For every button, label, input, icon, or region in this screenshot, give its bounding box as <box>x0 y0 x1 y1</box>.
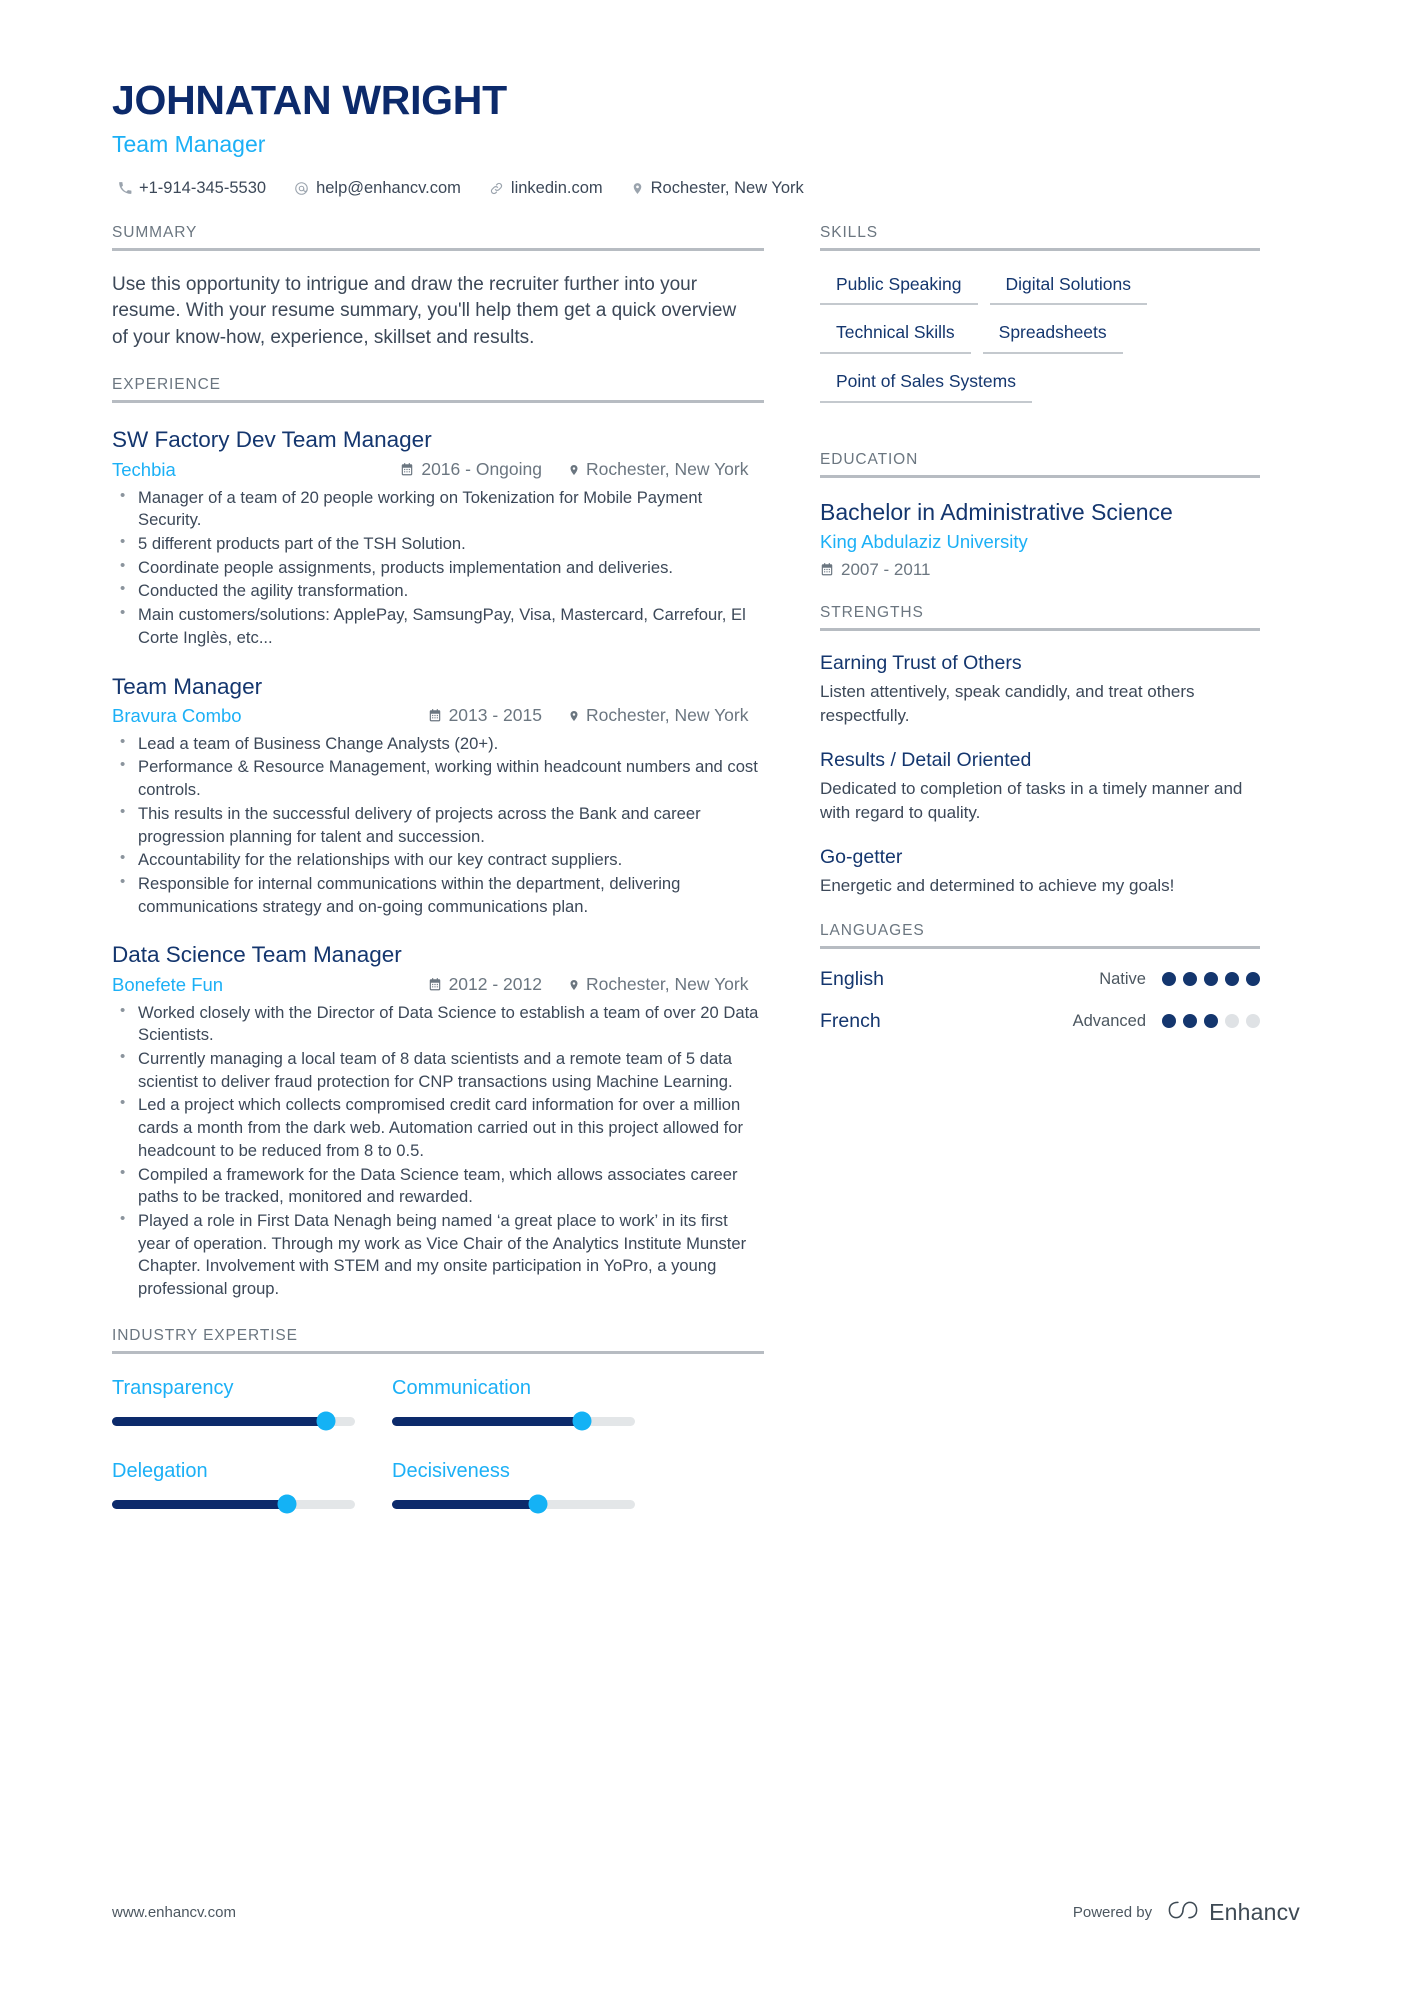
list-item: • Played a role in First Data Nenagh being named ‘a great place to work’ in its first year of operation. Through my work as Vice Chair of the Analytics Institute Munster Chapter. Involvement with STEM and my onsite participation in YoPro, a young professional group. <box>112 1210 764 1301</box>
language-name: English <box>820 967 884 990</box>
calendar-icon <box>428 708 442 723</box>
section-divider <box>820 248 1260 251</box>
section-education <box>820 451 1260 580</box>
section-divider <box>820 475 1260 478</box>
experience-item <box>112 673 764 919</box>
language-item <box>820 968 1260 991</box>
skill-tag[interactable]: Public Speaking <box>820 271 978 306</box>
education-dates-text: 2007 - 2011 <box>841 559 931 579</box>
expertise-label: Transparency <box>112 1376 234 1399</box>
strength-item <box>820 651 1260 728</box>
section-title-skills: SKILLS <box>820 223 878 241</box>
experience-location <box>568 705 764 726</box>
rating-dot <box>1246 1014 1260 1028</box>
list-item: • Currently managing a local team of 8 data scientists and a remote team of 5 data scientist to deliver fraud protection for CNP transactions using Machine Learning. <box>112 1048 764 1093</box>
skills-tag-list <box>820 271 1260 404</box>
language-rating <box>1099 970 1260 989</box>
experience-dates-text: 2013 - 2015 <box>448 705 542 726</box>
strength-item <box>820 748 1260 825</box>
section-divider <box>820 628 1260 631</box>
experience-role: Data Science Team Manager <box>112 942 402 968</box>
list-item: • Main customers/solutions: ApplePay, SamsungPay, Visa, Mastercard, Carrefour, El Corte Inglès, etc... <box>112 604 764 649</box>
skill-tag[interactable]: Technical Skills <box>820 319 971 354</box>
skill-tag[interactable]: Point of Sales Systems <box>820 368 1032 403</box>
experience-dates <box>400 459 542 480</box>
industry-expertise-grid <box>112 1376 764 1509</box>
experience-company: Bravura Combo <box>112 704 242 726</box>
rating-dot <box>1183 1014 1197 1028</box>
section-languages <box>820 922 1260 1033</box>
section-title-strengths: STRENGTHS <box>820 603 924 621</box>
rating-dot <box>1162 1014 1176 1028</box>
resume-header <box>0 0 1410 198</box>
calendar-icon <box>400 462 414 477</box>
experience-location-text: Rochester, New York <box>586 974 749 995</box>
contact-linkedin-text: linkedin.com <box>510 178 603 197</box>
strength-title: Results / Detail Oriented <box>820 748 1032 771</box>
expertise-slider[interactable] <box>112 1417 355 1426</box>
experience-company: Techbia <box>112 458 176 480</box>
list-item: • Performance & Resource Management, working within headcount numbers and cost controls. <box>112 756 764 801</box>
contact-phone[interactable] <box>118 179 266 198</box>
education-dates <box>820 560 1260 580</box>
calendar-icon <box>428 977 442 992</box>
slider-thumb[interactable] <box>277 1495 296 1514</box>
contact-phone-text: +1-914-345-5530 <box>139 178 267 197</box>
list-item: • Accountability for the relationships with our key contract suppliers. <box>112 849 764 872</box>
language-dots <box>1162 1014 1260 1028</box>
strength-title: Earning Trust of Others <box>820 651 1022 674</box>
section-divider <box>820 946 1260 949</box>
experience-dates-text: 2016 - Ongoing <box>421 459 542 480</box>
section-strengths <box>820 604 1260 898</box>
section-title-summary: SUMMARY <box>112 223 198 241</box>
experience-role: SW Factory Dev Team Manager <box>112 427 432 453</box>
language-level: Native <box>1099 969 1146 988</box>
list-item: • Manager of a team of 20 people working on Tokenization for Mobile Payment Security. <box>112 487 764 532</box>
summary-text: Use this opportunity to intrigue and draw the recruiter further into your resume. With your resume summary, you'll help them get a quick overview of your know-how, experience, skillset and results. <box>112 273 737 349</box>
education-item <box>820 498 1260 580</box>
slider-fill <box>392 1500 538 1509</box>
experience-location <box>568 459 764 480</box>
slider-thumb[interactable] <box>316 1412 335 1431</box>
expertise-item <box>112 1459 392 1509</box>
section-divider <box>112 1351 764 1354</box>
footer-website-url[interactable]: www.enhancv.com <box>112 1904 236 1921</box>
language-item <box>820 1010 1260 1033</box>
footer-branding <box>1073 1898 1300 1927</box>
rating-dot <box>1204 1014 1218 1028</box>
location-pin-icon <box>568 463 580 477</box>
strength-item <box>820 845 1260 898</box>
expertise-slider[interactable] <box>392 1500 635 1509</box>
location-pin-icon <box>631 181 644 196</box>
experience-company: Bonefete Fun <box>112 973 224 995</box>
job-title-subtitle: Team Manager <box>112 130 266 157</box>
rating-dot <box>1225 1014 1239 1028</box>
experience-location <box>568 974 764 995</box>
list-item: • Conducted the agility transformation. <box>112 580 764 603</box>
powered-by-label: Powered by <box>1072 1904 1153 1921</box>
contact-email[interactable] <box>294 179 461 198</box>
list-item: • Led a project which collects compromised credit card information for over a million cards a month from the dark web. Automation carried out in this project allowed for headcount to be reduced from 8 to 0.5. <box>112 1094 764 1162</box>
page-footer <box>112 1898 1300 1927</box>
section-title-education: EDUCATION <box>820 451 919 469</box>
section-title-experience: EXPERIENCE <box>112 376 221 394</box>
expertise-item <box>392 1376 672 1426</box>
section-experience <box>112 376 764 1301</box>
list-item: • Coordinate people assignments, products implementation and deliveries. <box>112 557 764 580</box>
slider-thumb[interactable] <box>572 1412 591 1431</box>
experience-dates-text: 2012 - 2012 <box>448 974 542 995</box>
experience-location-text: Rochester, New York <box>586 459 749 480</box>
section-title-industry-expertise: INDUSTRY EXPERTISE <box>112 1326 298 1344</box>
strength-title: Go-getter <box>820 845 903 868</box>
page-title: JOHNATAN WRIGHT <box>112 77 507 123</box>
expertise-slider[interactable] <box>112 1500 355 1509</box>
location-pin-icon <box>568 978 580 992</box>
section-skills <box>820 224 1260 404</box>
language-name: French <box>820 1009 881 1032</box>
slider-fill <box>112 1500 287 1509</box>
language-rating <box>1073 1012 1260 1031</box>
section-summary <box>112 224 764 353</box>
experience-bullets <box>112 733 764 919</box>
rating-dot <box>1225 972 1239 986</box>
experience-meta <box>112 459 764 481</box>
slider-thumb[interactable] <box>528 1495 547 1514</box>
section-industry-expertise <box>112 1327 764 1509</box>
contact-location-text: Rochester, New York <box>650 178 804 197</box>
experience-dates <box>428 974 542 995</box>
language-level: Advanced <box>1072 1011 1146 1030</box>
experience-location-text: Rochester, New York <box>586 705 749 726</box>
list-item: • Responsible for internal communications within the department, delivering communications strategy and on-going communications plan. <box>112 873 764 918</box>
phone-icon <box>118 181 132 195</box>
experience-meta <box>112 705 764 727</box>
rating-dot <box>1183 972 1197 986</box>
left-column <box>112 224 764 1509</box>
enhancv-wordmark: Enhancv <box>1209 1899 1300 1925</box>
section-divider <box>112 400 764 403</box>
strength-description: Listen attentively, speak candidly, and treat others respectfully. <box>820 682 1195 726</box>
experience-bullets <box>112 1002 764 1301</box>
contact-linkedin[interactable] <box>489 179 603 198</box>
education-school: King Abdulaziz University <box>820 530 1028 552</box>
list-item: • Worked closely with the Director of Data Science to establish a team of over 20 Data Scientists. <box>112 1002 764 1047</box>
slider-fill <box>392 1417 582 1426</box>
right-column <box>820 224 1260 1033</box>
email-icon <box>294 181 309 196</box>
list-item: • Compiled a framework for the Data Science team, which allows associates career paths to be tracked, monitored and rewarded. <box>112 1164 764 1209</box>
contact-email-text: help@enhancv.com <box>316 178 461 197</box>
expertise-item <box>112 1376 392 1426</box>
location-pin-icon <box>568 709 580 723</box>
strength-description: Energetic and determined to achieve my goals! <box>820 876 1175 896</box>
rating-dot <box>1204 972 1218 986</box>
experience-role: Team Manager <box>112 673 263 699</box>
experience-meta <box>112 974 764 996</box>
list-item: • 5 different products part of the TSH Solution. <box>112 533 764 556</box>
skill-tag[interactable]: Digital Solutions <box>990 271 1147 306</box>
section-divider <box>112 248 764 251</box>
expertise-slider[interactable] <box>392 1417 635 1426</box>
calendar-icon <box>820 562 834 577</box>
experience-item <box>112 426 764 649</box>
strength-description: Dedicated to completion of tasks in a timely manner and with regard to quality. <box>820 779 1243 822</box>
expertise-item <box>392 1459 672 1509</box>
experience-item <box>112 941 764 1300</box>
section-title-languages: LANGUAGES <box>820 921 925 939</box>
contact-row <box>112 179 1300 198</box>
experience-dates <box>428 705 542 726</box>
expertise-label: Decisiveness <box>392 1459 510 1482</box>
link-icon <box>489 181 504 196</box>
expertise-label: Communication <box>392 1376 531 1399</box>
education-degree: Bachelor in Administrative Science <box>820 499 1173 526</box>
skill-tag[interactable]: Spreadsheets <box>983 319 1123 354</box>
enhancv-mark-icon <box>1166 1898 1200 1927</box>
enhancv-logo <box>1166 1898 1300 1927</box>
language-dots <box>1162 972 1260 986</box>
slider-fill <box>112 1417 326 1426</box>
list-item: • Lead a team of Business Change Analysts (20+). <box>112 733 764 756</box>
resume-body <box>0 198 1410 1509</box>
experience-bullets <box>112 487 764 650</box>
rating-dot <box>1246 972 1260 986</box>
contact-location[interactable] <box>631 179 804 198</box>
list-item: • This results in the successful delivery of projects across the Bank and career progression planning for talent and succession. <box>112 803 764 848</box>
rating-dot <box>1162 972 1176 986</box>
expertise-label: Delegation <box>112 1459 208 1482</box>
